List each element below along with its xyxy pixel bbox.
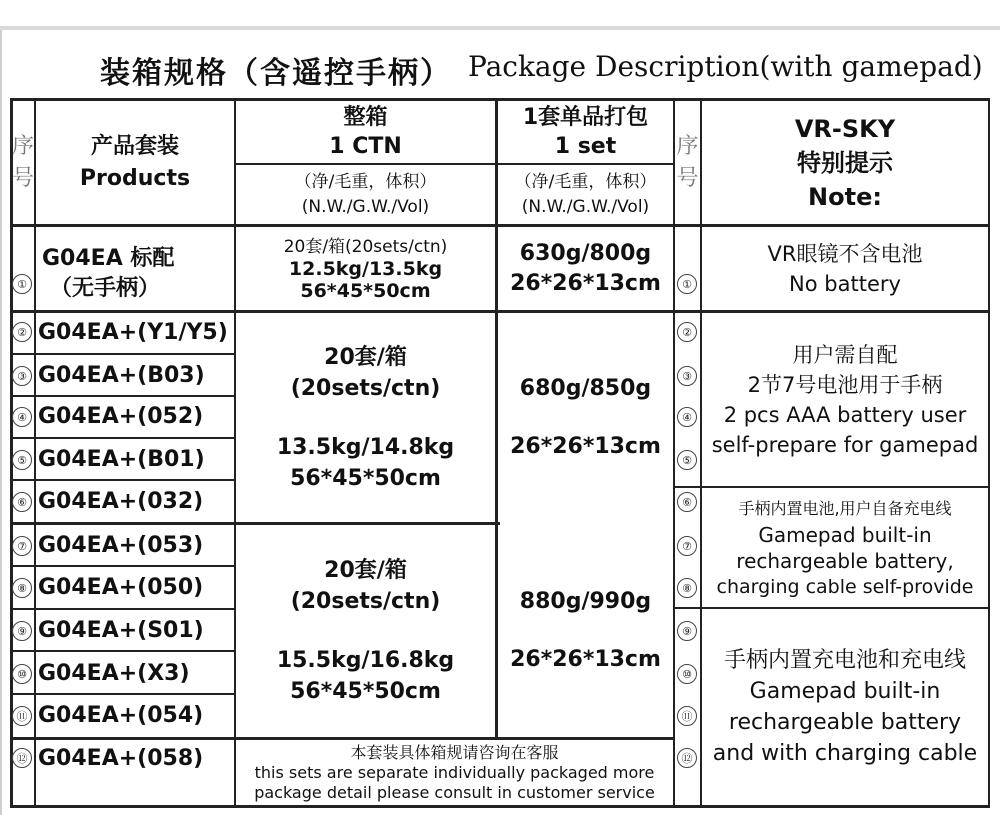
seq-number-12: ⑫: [12, 748, 32, 768]
header-seq2: [675, 101, 700, 224]
note-4-en-2: rechargeable battery: [728, 710, 962, 735]
row-line-4: [10, 437, 236, 439]
note-3-en-3: charging cable self-provide: [716, 575, 974, 598]
header-note: [702, 101, 988, 224]
ctn-group-1-weight: 12.5kg/13.5kg: [288, 257, 443, 280]
header-set-sub-cn: （净/毛重，体积）: [514, 171, 657, 192]
header-set-cn: 1套单品打包: [522, 105, 649, 130]
seq-number-9: ⑨: [12, 621, 32, 641]
set-group-1-volume: 26*26*13cm: [510, 270, 661, 296]
product-10: G04EA+(X3): [38, 661, 190, 686]
top-divider: [0, 26, 1000, 30]
note-3: [702, 488, 988, 607]
note-seq-9: ⑨: [677, 621, 697, 641]
header-seq: [12, 101, 34, 224]
seq-number-4: ④: [12, 407, 32, 427]
set-group-3: [498, 525, 673, 737]
set-group-3-volume: 26*26*13cm: [510, 647, 661, 672]
header-note-brand: VR-SKY: [794, 114, 896, 143]
header-products: [36, 101, 234, 224]
row-line-2: [10, 353, 236, 355]
note-seq-8: ⑧: [677, 578, 697, 598]
table-right-border: [988, 98, 990, 808]
ctn-group-2-weight: 13.5kg/14.8kg: [276, 434, 455, 460]
header-set: [498, 101, 673, 163]
consult-en-2: package detail please consult in customer service: [254, 782, 655, 802]
product-12: G04EA+(058): [38, 746, 204, 771]
consult-en-1: this sets are separate individually packaged more: [254, 762, 655, 782]
note-3-en-1: Gamepad built-in: [758, 522, 932, 547]
ctn-group-2-sets-en: (20sets/ctn): [290, 375, 441, 401]
seq-number-7: ⑦: [12, 536, 32, 556]
ctn-group-3-weight: 15.5kg/16.8kg: [276, 648, 455, 673]
header-ctn-cn: 整箱: [343, 105, 388, 130]
note-2-line-2: 2节7号电池用于手柄: [747, 372, 943, 397]
product-8: G04EA+(050): [38, 575, 204, 600]
product-6: G04EA+(032): [38, 489, 204, 514]
ctn-group-1: [236, 227, 495, 310]
product-11: G04EA+(054): [38, 703, 204, 728]
product-1: [42, 244, 174, 304]
note-seq-3: ③: [677, 366, 697, 386]
seq-number-5: ⑤: [12, 450, 32, 470]
header-set-sub: [498, 165, 673, 224]
note-4-en-3: and with charging cable: [712, 741, 978, 766]
note-seq-12: ⑫: [677, 748, 697, 768]
set-group-2-weight: 680g/850g: [519, 375, 652, 401]
header-products-cn: 产品套装: [90, 133, 179, 159]
note-seq-5: ⑤: [677, 450, 697, 470]
note-4-cn: 手柄内置充电池和充电线: [723, 648, 966, 673]
ctn-group-1-sets: 20套/箱(20sets/ctn): [283, 236, 448, 257]
header-ctn-sub-cn: （净/毛重，体积）: [294, 171, 437, 192]
set-group-3-weight: 880g/990g: [519, 589, 652, 614]
consult-service-cell: [236, 740, 673, 805]
row-line-9: [10, 650, 236, 652]
note-seq-2: ②: [677, 322, 697, 342]
consult-cn: 本套装具体箱规请咨询在客服: [350, 742, 559, 762]
title-row: [0, 40, 1000, 96]
note-2-line-1: 用户需自配: [792, 342, 898, 367]
note-4-en-1: Gamepad built-in: [749, 679, 941, 704]
ctn-group-2: [236, 313, 495, 522]
header-seq2-bottom: 号: [676, 165, 699, 191]
product-1-name: G04EA 标配: [42, 246, 175, 271]
set-group-1: [498, 227, 673, 310]
ctn-group-3: [236, 525, 495, 737]
note-seq-6: ⑥: [677, 492, 697, 512]
set-group-1-weight: 630g/800g: [519, 240, 652, 266]
header-ctn: [236, 101, 495, 163]
product-3: G04EA+(B03): [38, 363, 205, 388]
seq-number-11: ⑪: [12, 706, 32, 726]
header-seq-bottom: 号: [12, 165, 34, 191]
header-ctn-sub-en: (N.W./G.W./Vol): [301, 196, 430, 217]
note-4: [702, 609, 988, 805]
note-2-line-4: self-prepare for gamepad: [711, 432, 979, 457]
title-english: Package Description(with gamepad): [468, 50, 983, 83]
title-chinese: 装箱规格（含遥控手柄）: [100, 56, 452, 91]
seq-number-3: ③: [12, 366, 32, 386]
left-frame-line: [0, 30, 2, 815]
seq-number-8: ⑧: [12, 578, 32, 598]
note-1-en: No battery: [789, 271, 901, 296]
note-seq-7: ⑦: [677, 536, 697, 556]
header-seq-top: 序: [12, 133, 34, 159]
note-1-cn: VR眼镜不含电池: [767, 241, 923, 266]
ctn-group-2-volume: 56*45*50cm: [290, 465, 441, 491]
note-2: [702, 313, 988, 486]
header-set-en: 1 set: [554, 134, 617, 159]
note-3-en-2: rechargeable battery,: [736, 548, 954, 573]
product-7: G04EA+(053): [38, 533, 204, 558]
note-seq-1: ①: [677, 274, 697, 294]
note-seq-10: ⑩: [677, 664, 697, 684]
product-1-sub: （无手柄）: [50, 276, 161, 301]
ctn-group-3-sets-cn: 20套/箱: [324, 558, 407, 583]
row-line-8: [10, 608, 236, 610]
header-ctn-sub: [236, 165, 495, 224]
header-seq2-top: 序: [676, 133, 699, 159]
seq-number-6: ⑥: [12, 492, 32, 512]
note-seq-11: ⑪: [677, 706, 697, 726]
ctn-group-3-sets-en: (20sets/ctn): [290, 589, 441, 614]
row-line-7: [10, 565, 236, 567]
note-1: [702, 227, 988, 310]
row-line-5: [10, 479, 236, 481]
note-3-cn: 手柄内置电池,用户自备充电线: [738, 498, 952, 518]
note-2-line-3: 2 pcs AAA battery user: [723, 402, 967, 427]
set-group-2-volume: 26*26*13cm: [510, 433, 661, 459]
seq-number-10: ⑩: [12, 664, 32, 684]
seq-number-2: ②: [12, 322, 32, 342]
set-group-2: [498, 313, 673, 522]
ctn-group-1-volume: 56*45*50cm: [300, 279, 431, 302]
header-set-sub-en: (N.W./G.W./Vol): [521, 196, 650, 217]
table-bottom-border: [10, 805, 990, 808]
header-products-en: Products: [79, 165, 191, 191]
product-4: G04EA+(052): [38, 404, 204, 429]
note-seq-4: ④: [677, 407, 697, 427]
seq-number-1: ①: [12, 274, 32, 294]
header-note-cn: 特别提示: [797, 148, 893, 177]
ctn-group-3-volume: 56*45*50cm: [290, 679, 441, 704]
product-2: G04EA+(Y1/Y5): [38, 320, 228, 345]
row-line-10: [10, 693, 236, 695]
row-line-3: [10, 395, 236, 397]
product-9: G04EA+(S01): [38, 618, 204, 643]
header-ctn-en: 1 CTN: [329, 134, 402, 159]
ctn-group-2-sets-cn: 20套/箱: [324, 344, 407, 370]
header-note-en: Note:: [808, 182, 882, 211]
product-5: G04EA+(B01): [38, 447, 205, 472]
